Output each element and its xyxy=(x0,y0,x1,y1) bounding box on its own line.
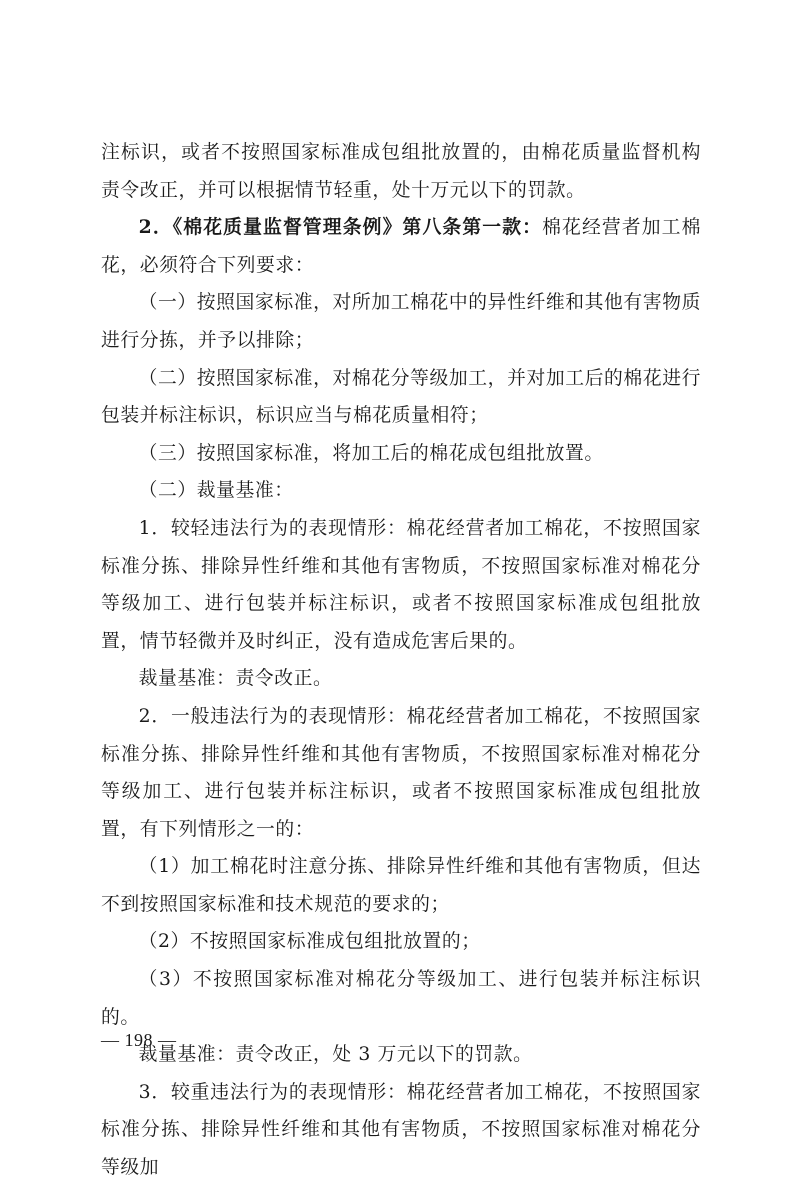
general-case-1: （1）加工棉花时注意分拣、排除异性纤维和其他有害物质，但达不到按照国家标准和技术规范的要求的； xyxy=(101,856,701,915)
requirement-item-2: （二）按照国家标准，对棉花分等级加工，并对加工后的棉花进行包装并标注标识，标识应当与棉花质量相符； xyxy=(101,367,701,427)
requirement-item-3: （三）按照国家标准，将加工后的棉花成包组批放置。 xyxy=(138,442,604,464)
general-violation-paragraph: 2．一般违法行为的表现情形：棉花经营者加工棉花，不按照国家标准分拣、排除异性纤维和其他有害物质，不按照国家标准对棉花分等级加工、进行包装并标注标识，或者不按照国家标准成包组批放置，有下列情形之一的： xyxy=(101,705,701,840)
minor-violation-standard: 裁量基准：责令改正。 xyxy=(138,668,333,690)
page-number: — 198 — xyxy=(101,1030,177,1050)
article-text: 棉花经营者加工棉花，必须符合下列要求： xyxy=(101,217,701,276)
general-violation-standard: 裁量基准：责令改正，处 3 万元以下的罚款。 xyxy=(138,1044,533,1066)
requirement-item-1: （一）按照国家标准，对所加工棉花中的异性纤维和其他有害物质进行分拣，并予以排除； xyxy=(101,292,701,351)
paragraph-article-8 xyxy=(101,209,701,284)
serious-violation-paragraph: 3．较重违法行为的表现情形：棉花经营者加工棉花，不按照国家标准分拣、排除异性纤维和其他有害物质，不按照国家标准对棉花分等级加 xyxy=(101,1081,701,1179)
general-case-2: （2）不按照国家标准成包组批放置的； xyxy=(138,931,481,953)
document-body xyxy=(101,134,701,1187)
section-heading-discretion: （二）裁量基准： xyxy=(138,480,294,502)
minor-violation-paragraph: 1．较轻违法行为的表现情形：棉花经营者加工棉花，不按照国家标准分拣、排除异性纤维和其他有害物质，不按照国家标准对棉花分等级加工、进行包装并标注标识，或者不按照国家标准成包组批放置，情节轻微并及时纠正，没有造成危害后果的。 xyxy=(101,517,701,652)
article-heading: 2．《棉花质量监督管理条例》第八条第一款： xyxy=(138,216,543,239)
paragraph-continuation: 注标识，或者不按照国家标准成包组批放置的，由棉花质量监督机构责令改正，并可以根据情节轻重，处十万元以下的罚款。 xyxy=(101,142,701,201)
general-case-3: （3）不按照国家标准对棉花分等级加工、进行包装并标注标识的。 xyxy=(101,969,701,1028)
